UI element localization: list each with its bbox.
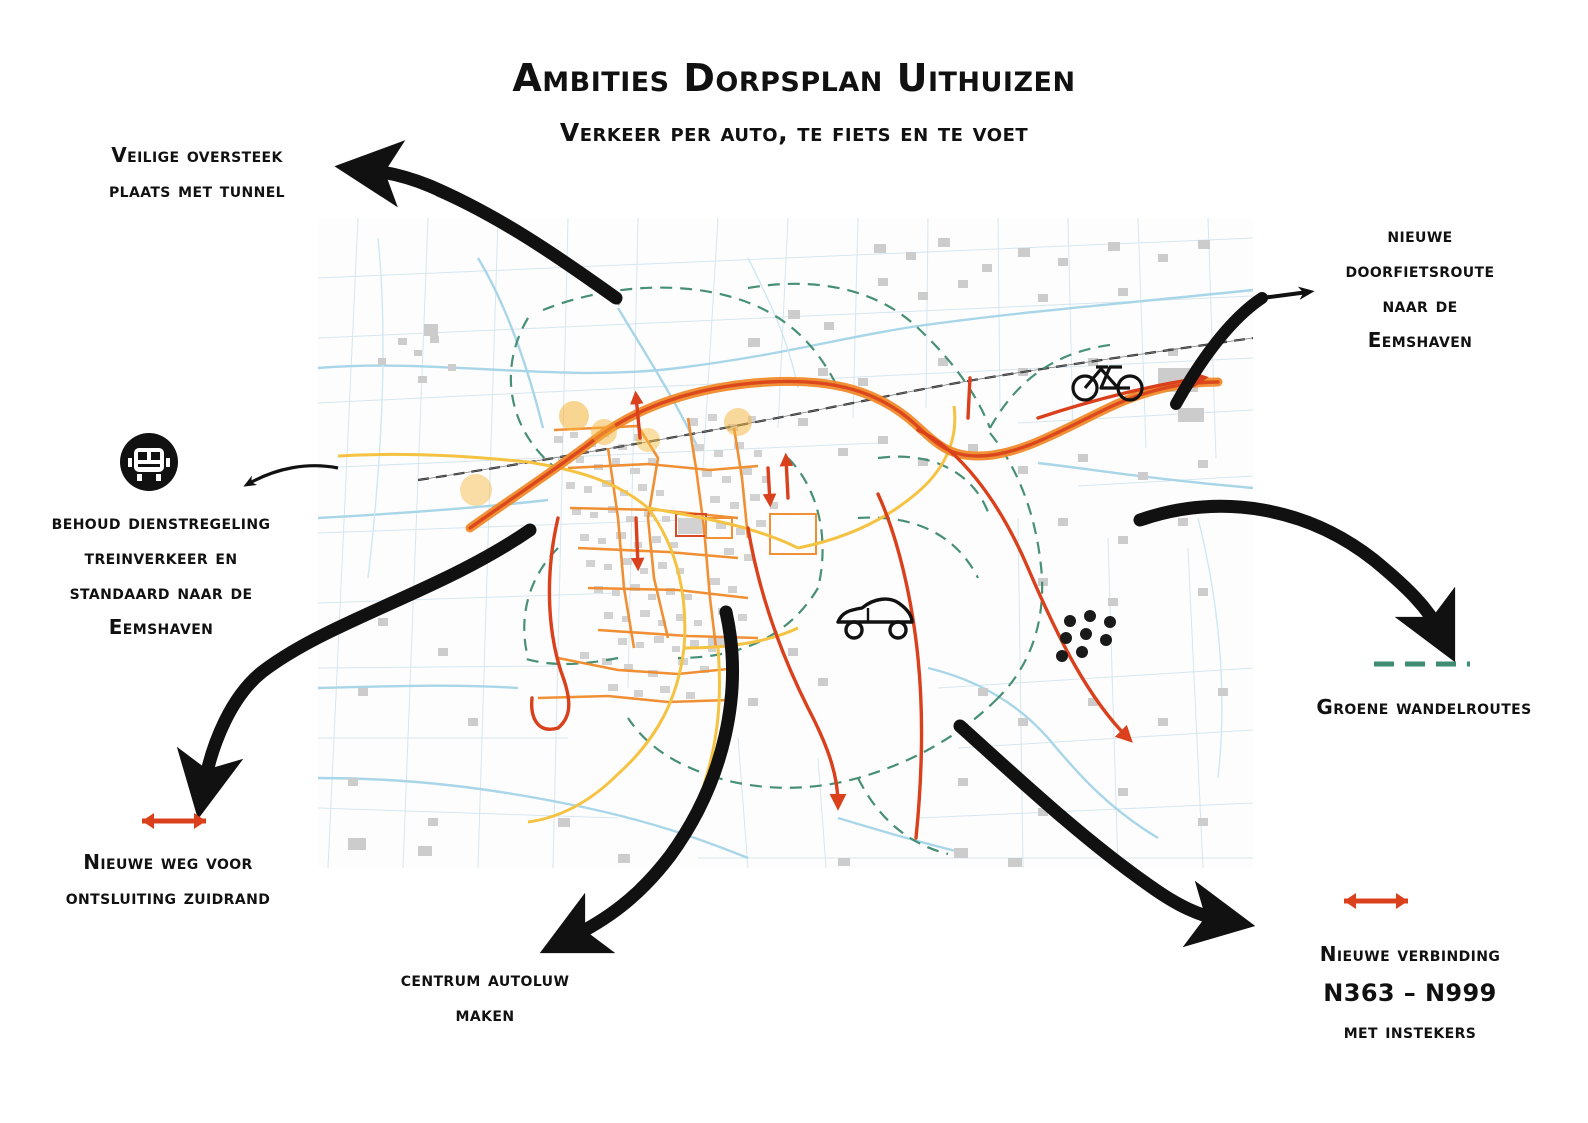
arrow-to-nieuwe-verbinding: [960, 726, 1222, 920]
legend-green-dashed-line: [1370, 655, 1476, 677]
annotation-centrum-autoluw: [350, 962, 620, 1032]
page-title: Ambities Dorpsplan Uithuizen: [512, 56, 1076, 100]
annotation-line: Nieuwe weg voor: [83, 850, 253, 874]
annotation-line: Eemshaven: [108, 615, 214, 639]
annotation-line: maken: [455, 1002, 515, 1026]
train-icon: [110, 430, 188, 498]
annotation-doorfietsroute: [1300, 218, 1540, 358]
annotation-line: naar de: [1382, 293, 1458, 317]
annotation-line: N363 – N999: [1323, 979, 1497, 1007]
annotation-line: nieuwe: [1387, 223, 1453, 247]
arrow-to-groene-wandelroutes: [1140, 506, 1440, 632]
annotation-nieuwe-verbinding: [1245, 937, 1575, 1049]
arrow-to-doorfietsroute: [1176, 292, 1308, 404]
annotation-line: standaard naar de: [69, 580, 253, 604]
legend-red-double-arrow-verbinding: [1330, 888, 1422, 918]
annotation-line: met instekers: [1343, 1019, 1477, 1043]
annotation-line: centrum autoluw: [400, 967, 570, 991]
annotation-nieuwe-weg-zuidrand: [18, 845, 318, 915]
arrow-to-train: [248, 466, 338, 484]
annotation-line: ontsluiting zuidrand: [65, 885, 271, 909]
arrow-to-centrum: [570, 612, 732, 938]
page-subtitle: Verkeer per auto, te fiets en te voet: [559, 118, 1029, 147]
annotation-line: doorfietsroute: [1345, 258, 1495, 282]
arrow-to-veilige-oversteek: [368, 170, 620, 304]
annotation-line: Eemshaven: [1367, 328, 1473, 352]
car-icon: [832, 588, 918, 648]
annotation-line: Groene wandelroutes: [1316, 695, 1532, 719]
annotation-line: treinverkeer en: [84, 545, 238, 569]
annotation-veilige-oversteek: [62, 138, 332, 208]
bicycle-icon: [1070, 355, 1146, 407]
legend-red-double-arrow-zuidrand: [128, 808, 220, 838]
annotation-line: Veilige oversteek: [111, 143, 283, 167]
annotation-groene-wandelroutes: [1268, 690, 1580, 725]
annotation-line: behoud dienstregeling: [51, 510, 271, 534]
annotation-dienstregeling: [6, 505, 316, 645]
annotation-line: plaats met tunnel: [108, 178, 285, 202]
annotation-line: Nieuwe verbinding: [1319, 942, 1501, 966]
